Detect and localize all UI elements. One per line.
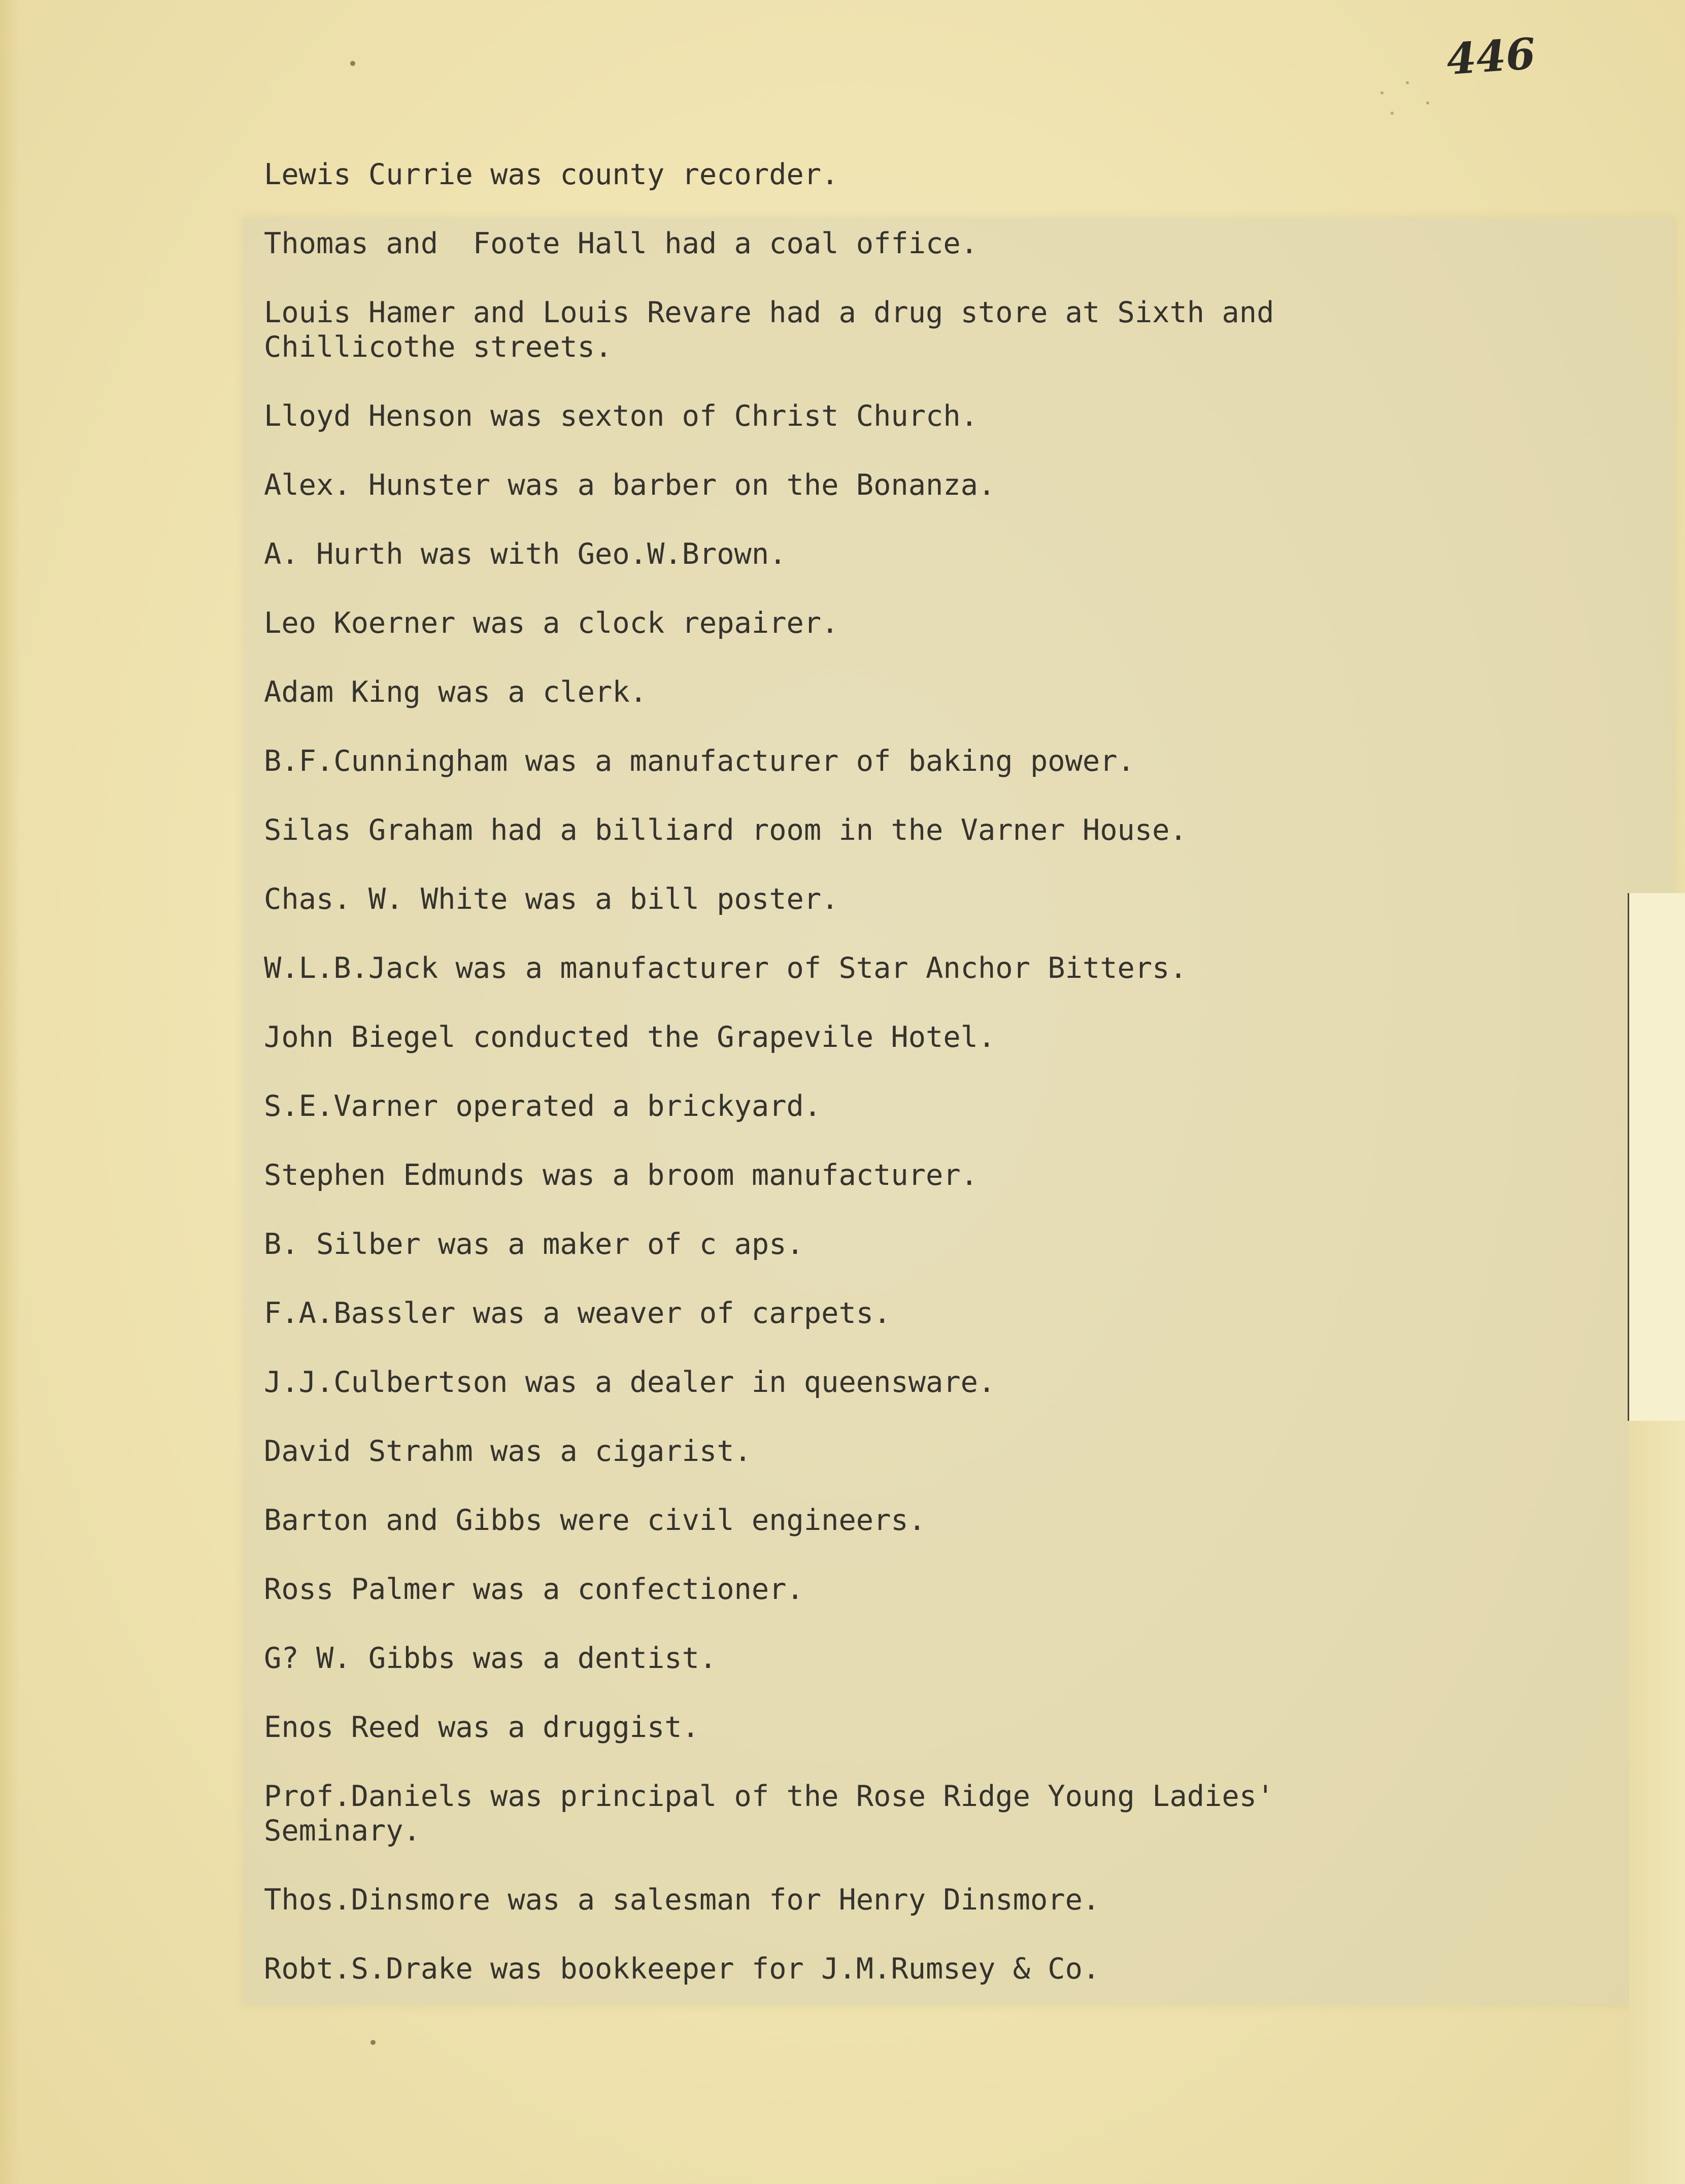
list-item: David Strahm was a cigarist. [264, 1435, 752, 1468]
list-item: Robt.S.Drake was bookkeeper for J.M.Rumsey & Co. [264, 1952, 1100, 1986]
list-item: Ross Palmer was a confectioner. [264, 1573, 804, 1606]
list-item: A. Hurth was with Geo.W.Brown. [264, 537, 787, 571]
paper-mark [350, 61, 355, 66]
list-item: Enos Reed was a druggist. [264, 1711, 699, 1744]
list-item: Adam King was a clerk. [264, 675, 647, 709]
entry-list [264, 157, 1604, 1986]
list-item: W.L.B.Jack was a manufacturer of Star Anchor Bitters. [264, 951, 1187, 985]
list-item: B.F.Cunningham was a manufacturer of baking power. [264, 744, 1135, 778]
paper-right-edge-lower [1629, 1421, 1685, 2184]
list-item: F.A.Bassler was a weaver of carpets. [264, 1296, 891, 1330]
list-item: Leo Koerner was a clock repairer. [264, 606, 839, 640]
list-item: Thomas and Foote Hall had a coal office. [264, 227, 978, 260]
list-item: Stephen Edmunds was a broom manufacturer. [264, 1158, 978, 1192]
paper-right-tear [1628, 893, 1685, 1421]
paper-left-edge [0, 0, 20, 2184]
list-item: B. Silber was a maker of c aps. [264, 1227, 804, 1261]
list-item: G? W. Gibbs was a dentist. [264, 1642, 717, 1675]
paper-mark [370, 2040, 376, 2045]
list-item: Lewis Currie was county recorder. [264, 158, 839, 191]
list-item: Prof.Daniels was principal of the Rose Ridge Young Ladies' Seminary. [264, 1780, 1274, 1848]
list-item: John Biegel conducted the Grapevile Hotel. [264, 1020, 996, 1054]
list-item: Barton and Gibbs were civil engineers. [264, 1504, 926, 1537]
list-item: Alex. Hunster was a barber on the Bonanza. [264, 468, 996, 502]
list-item: Louis Hamer and Louis Revare had a drug store at Sixth and Chillicothe streets. [264, 296, 1274, 364]
list-item: Lloyd Henson was sexton of Christ Church. [264, 399, 978, 433]
list-item: Chas. W. White was a bill poster. [264, 882, 839, 916]
page-number: 446 [1444, 28, 1537, 85]
list-item: S.E.Varner operated a brickyard. [264, 1089, 822, 1123]
paper-specks [1370, 76, 1452, 127]
list-item: Thos.Dinsmore was a salesman for Henry Dinsmore. [264, 1883, 1100, 1917]
list-item: J.J.Culbertson was a dealer in queensware. [264, 1366, 996, 1399]
list-item: Silas Graham had a billiard room in the Varner House. [264, 813, 1187, 847]
